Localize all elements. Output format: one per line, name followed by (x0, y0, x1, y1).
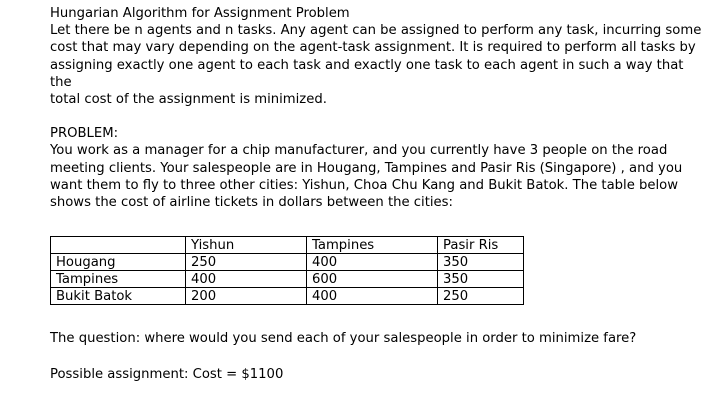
column-header: Tampines (307, 237, 438, 254)
table-cell: 400 (307, 288, 438, 305)
column-header: Pasir Ris (438, 237, 524, 254)
table-cell: 250 (438, 288, 524, 305)
table-cell: 350 (438, 254, 524, 271)
answer-text: Possible assignment: Cost = $1100 (50, 367, 284, 382)
document-title: Hungarian Algorithm for Assignment Problem (50, 6, 350, 21)
table-cell: 200 (186, 288, 307, 305)
row-header: Bukit Batok (51, 288, 186, 305)
table-cell: 400 (307, 254, 438, 271)
problem-heading: PROBLEM: (50, 126, 119, 142)
table-corner-cell (51, 237, 186, 254)
question-text: The question: where would you send each of your salespeople in order to minimize fare? (50, 331, 637, 346)
table-row (51, 288, 524, 305)
table-cell: 350 (438, 271, 524, 288)
table-cell: 400 (186, 271, 307, 288)
table-header-row (51, 237, 524, 254)
intro-line: assigning exactly one agent to each task and exactly one task to each agent in such a way that the (50, 57, 684, 90)
table-row (51, 271, 524, 288)
row-header: Tampines (51, 271, 186, 288)
paragraph-gap (50, 108, 705, 125)
cost-table (50, 236, 524, 305)
column-header: Yishun (186, 237, 307, 254)
intro-line: total cost of the assignment is minimized. (50, 92, 327, 108)
row-header: Hougang (51, 254, 186, 271)
document-body (50, 5, 705, 211)
table-row (51, 254, 524, 271)
table-cell: 600 (307, 271, 438, 288)
intro-line: Let there be n agents and n tasks. Any agent can be assigned to perform any task, incurring some (50, 23, 702, 39)
problem-line: You work as a manager for a chip manufacturer, and you currently have 3 people on the road (50, 143, 668, 159)
table-cell: 250 (186, 254, 307, 271)
intro-line: cost that may vary depending on the agent-task assignment. It is required to perform all tasks by (50, 40, 696, 56)
problem-line: want them to fly to three other cities: Yishun, Choa Chu Kang and Bukit Batok. The table below (50, 177, 678, 193)
problem-line: shows the cost of airline tickets in dollars between the cities: (50, 195, 453, 211)
problem-line: meeting clients. Your salespeople are in Hougang, Tampines and Pasir Ris (Singapore) , and you (50, 160, 683, 176)
